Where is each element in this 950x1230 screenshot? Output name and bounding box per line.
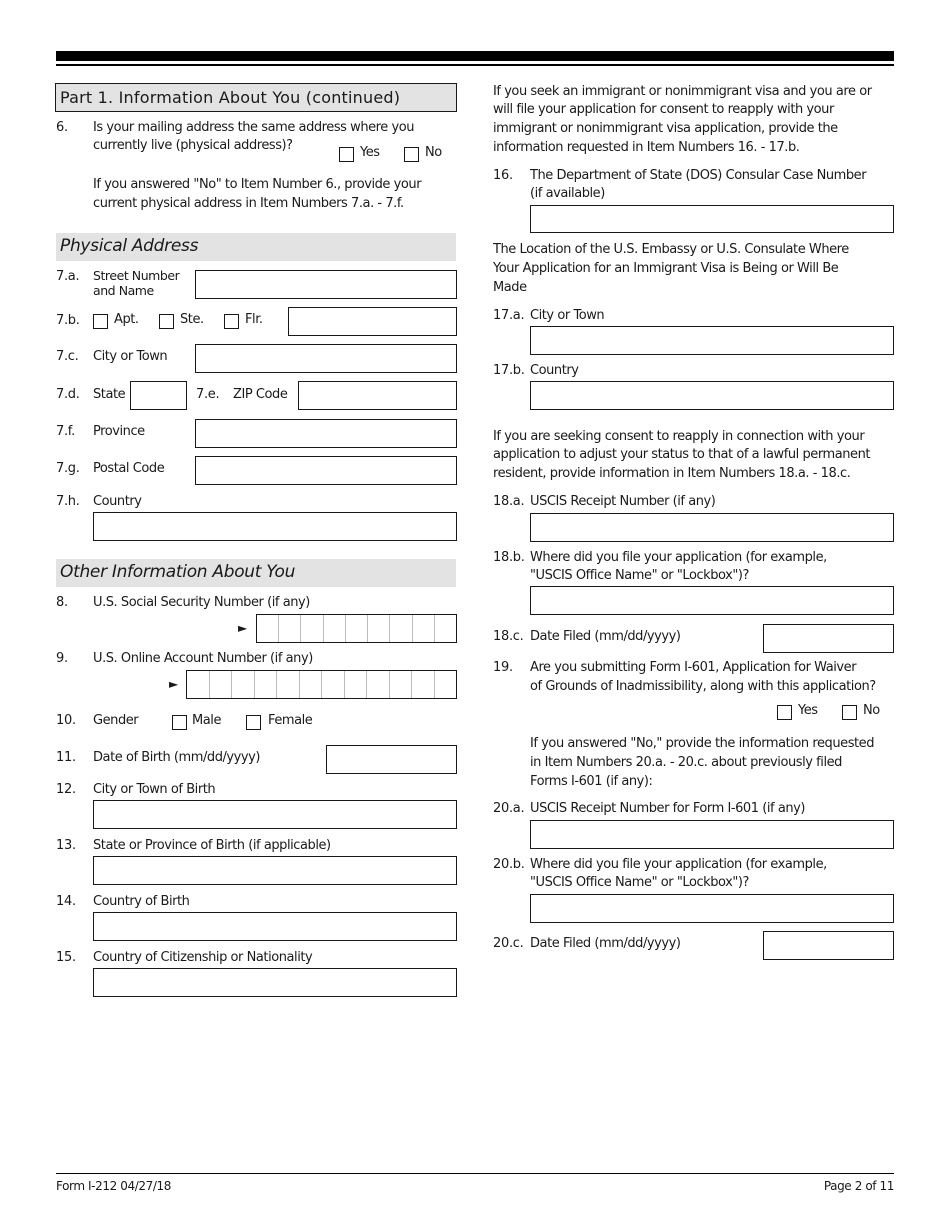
embassy-line2: Your Application for an Immigrant Visa is Being or Will Be xyxy=(493,261,839,276)
file-location-label-line2: "USCIS Office Name" or "Lockbox")? xyxy=(530,568,749,583)
item-6-question-line1: Is your mailing address the same address where you xyxy=(93,120,415,135)
embassy-city-label: City or Town xyxy=(530,308,605,323)
item-19-yes-checkbox[interactable] xyxy=(777,705,792,720)
postal-code-input[interactable] xyxy=(195,456,457,485)
item-19-no-checkbox[interactable] xyxy=(842,705,857,720)
ssn-label: U.S. Social Security Number (if any) xyxy=(93,595,310,610)
item-7h-number: 7.h. xyxy=(56,494,80,509)
item-7e-number: 7.e. xyxy=(196,387,220,402)
item-17a-number: 17.a. xyxy=(493,308,525,323)
i601-date-filed-label: Date Filed (mm/dd/yyyy) xyxy=(530,936,681,951)
dos-case-number-input[interactable] xyxy=(530,205,894,233)
citizenship-input[interactable] xyxy=(93,968,457,997)
state-label: State xyxy=(93,387,126,402)
online-account-label: U.S. Online Account Number (if any) xyxy=(93,651,313,666)
item-7d-number: 7.d. xyxy=(56,387,80,402)
form-id: Form I-212 04/27/18 xyxy=(56,1179,171,1193)
country-input[interactable] xyxy=(93,512,457,541)
female-checkbox[interactable] xyxy=(246,715,261,730)
flr-checkbox[interactable] xyxy=(224,314,239,329)
embassy-country-label: Country xyxy=(530,363,579,378)
item-15-number: 15. xyxy=(56,950,76,965)
intro-18-line1: If you are seeking consent to reapply in connection with your xyxy=(493,429,865,444)
male-checkbox[interactable] xyxy=(172,715,187,730)
female-label: Female xyxy=(268,713,313,728)
online-account-arrow-icon: ► xyxy=(169,677,179,691)
apt-checkbox[interactable] xyxy=(93,314,108,329)
item-19-no-label: No xyxy=(863,703,880,718)
item-6-number: 6. xyxy=(56,120,68,135)
part-1-header: Part 1. Information About You (continued) xyxy=(55,83,457,112)
unit-number-input[interactable] xyxy=(288,307,457,336)
intro-16-line1: If you seek an immigrant or nonimmigrant visa and you are or xyxy=(493,84,872,99)
country-of-birth-label: Country of Birth xyxy=(93,894,190,909)
intro-16-line4: information requested in Item Numbers 16. - 17.b. xyxy=(493,140,800,155)
ssn-arrow-icon: ► xyxy=(238,621,248,635)
intro-18-line3: resident, provide information in Item Numbers 18.a. - 18.c. xyxy=(493,466,851,481)
city-of-birth-input[interactable] xyxy=(93,800,457,829)
embassy-country-input[interactable] xyxy=(530,381,894,410)
item-19-note-line2: in Item Numbers 20.a. - 20.c. about previously filed xyxy=(530,755,842,770)
item-16-label-line2: (if available) xyxy=(530,186,605,201)
male-label: Male xyxy=(192,713,221,728)
zip-label: ZIP Code xyxy=(233,387,288,402)
embassy-line3: Made xyxy=(493,280,527,295)
item-6-note-line2: current physical address in Item Numbers 7.a. - 7.f. xyxy=(93,196,404,211)
item-8-number: 8. xyxy=(56,595,68,610)
dob-input[interactable] xyxy=(326,745,457,774)
street-input[interactable] xyxy=(195,270,457,299)
flr-label: Flr. xyxy=(245,312,263,327)
item-10-number: 10. xyxy=(56,713,76,728)
top-thin-rule xyxy=(56,64,894,66)
item-6-yes-label: Yes xyxy=(360,145,380,160)
i601-date-filed-input[interactable] xyxy=(763,931,894,960)
item-19-yes-label: Yes xyxy=(798,703,818,718)
street-label-line2: and Name xyxy=(93,283,154,298)
embassy-city-input[interactable] xyxy=(530,326,894,355)
city-input[interactable] xyxy=(195,344,457,373)
item-7g-number: 7.g. xyxy=(56,461,80,476)
item-6-note-line1: If you answered "No" to Item Number 6., provide your xyxy=(93,177,422,192)
gender-label: Gender xyxy=(93,713,139,728)
item-11-number: 11. xyxy=(56,750,76,765)
ste-label: Ste. xyxy=(180,312,204,327)
street-label-line1: Street Number xyxy=(93,268,180,283)
item-13-number: 13. xyxy=(56,838,76,853)
item-20c-number: 20.c. xyxy=(493,936,524,951)
item-19-line1: Are you submitting Form I-601, Application for Waiver xyxy=(530,660,857,675)
item-20a-number: 20.a. xyxy=(493,801,525,816)
item-17b-number: 17.b. xyxy=(493,363,525,378)
date-filed-label: Date Filed (mm/dd/yyyy) xyxy=(530,629,681,644)
i601-location-label-line2: "USCIS Office Name" or "Lockbox")? xyxy=(530,875,749,890)
item-7a-number: 7.a. xyxy=(56,269,80,284)
item-19-line2: of Grounds of Inadmissibility, along with this application? xyxy=(530,679,876,694)
intro-16-line3: immigrant or nonimmigrant visa application, provide the xyxy=(493,121,838,136)
date-filed-input[interactable] xyxy=(763,624,894,653)
footer-rule xyxy=(56,1173,894,1174)
intro-18-line2: application to adjust your status to that of a lawful permanent xyxy=(493,447,871,462)
item-16-number: 16. xyxy=(493,168,513,183)
item-6-no-checkbox[interactable] xyxy=(404,147,419,162)
item-19-note-line3: Forms I-601 (if any): xyxy=(530,774,653,789)
item-18b-number: 18.b. xyxy=(493,550,525,565)
intro-16-line2: will file your application for consent to reapply with your xyxy=(493,102,834,117)
item-18a-number: 18.a. xyxy=(493,494,525,509)
page-number: Page 2 of 11 xyxy=(823,1179,894,1193)
province-input[interactable] xyxy=(195,419,457,448)
item-9-number: 9. xyxy=(56,651,68,666)
item-7c-number: 7.c. xyxy=(56,349,79,364)
country-of-birth-input[interactable] xyxy=(93,912,457,941)
item-7b-number: 7.b. xyxy=(56,313,80,328)
top-thick-rule xyxy=(56,51,894,61)
other-information-header: Other Information About You xyxy=(56,559,456,587)
dob-label: Date of Birth (mm/dd/yyyy) xyxy=(93,750,261,765)
receipt-number-label: USCIS Receipt Number (if any) xyxy=(530,494,716,509)
file-location-input[interactable] xyxy=(530,586,894,615)
item-6-yes-checkbox[interactable] xyxy=(339,147,354,162)
country-label: Country xyxy=(93,494,142,509)
item-20b-number: 20.b. xyxy=(493,857,525,872)
item-14-number: 14. xyxy=(56,894,76,909)
state-input[interactable] xyxy=(130,381,187,410)
apt-label: Apt. xyxy=(114,312,139,327)
item-7f-number: 7.f. xyxy=(56,424,75,439)
citizenship-label: Country of Citizenship or Nationality xyxy=(93,950,313,965)
item-12-number: 12. xyxy=(56,782,76,797)
state-of-birth-label: State or Province of Birth (if applicable) xyxy=(93,838,331,853)
zip-input[interactable] xyxy=(298,381,457,410)
item-6-no-label: No xyxy=(425,145,442,160)
postal-code-label: Postal Code xyxy=(93,461,165,476)
physical-address-header: Physical Address xyxy=(56,233,456,261)
i601-location-label-line1: Where did you file your application (for example, xyxy=(530,857,827,872)
ssn-input[interactable] xyxy=(256,614,457,643)
i601-receipt-label: USCIS Receipt Number for Form I-601 (if any) xyxy=(530,801,806,816)
item-6-question-line2: currently live (physical address)? xyxy=(93,138,293,153)
i601-location-input[interactable] xyxy=(530,894,894,923)
item-18c-number: 18.c. xyxy=(493,629,524,644)
state-of-birth-input[interactable] xyxy=(93,856,457,885)
embassy-line1: The Location of the U.S. Embassy or U.S. Consulate Where xyxy=(493,242,849,257)
online-account-input[interactable] xyxy=(186,670,457,699)
item-19-number: 19. xyxy=(493,660,513,675)
city-label: City or Town xyxy=(93,349,168,364)
item-16-label-line1: The Department of State (DOS) Consular Case Number xyxy=(530,168,867,183)
ste-checkbox[interactable] xyxy=(159,314,174,329)
i601-receipt-input[interactable] xyxy=(530,820,894,849)
item-19-note-line1: If you answered "No," provide the information requested xyxy=(530,736,875,751)
file-location-label-line1: Where did you file your application (for example, xyxy=(530,550,827,565)
receipt-number-input[interactable] xyxy=(530,513,894,542)
city-of-birth-label: City or Town of Birth xyxy=(93,782,216,797)
province-label: Province xyxy=(93,424,145,439)
